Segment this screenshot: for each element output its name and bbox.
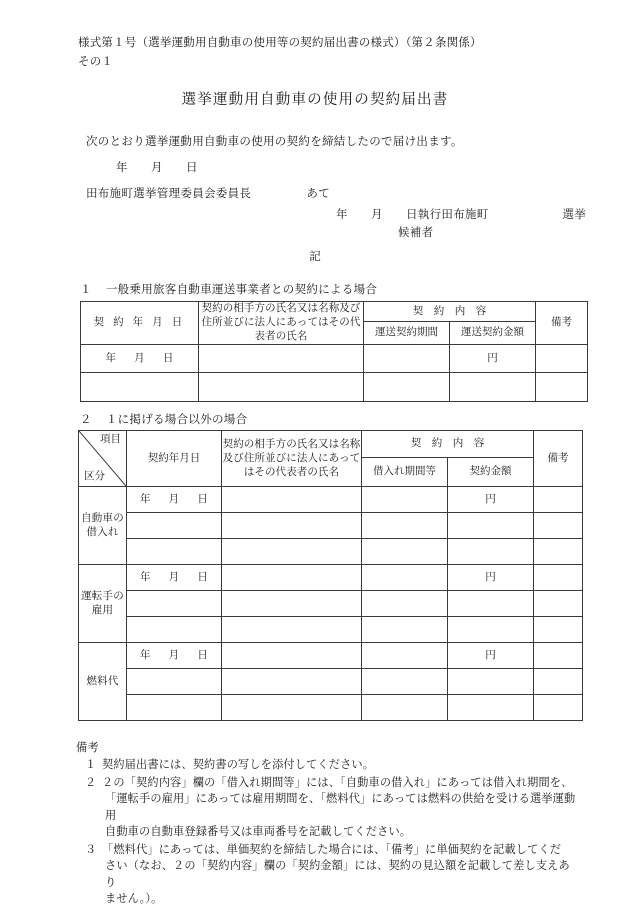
cell-borrow-period[interactable] (362, 669, 448, 695)
cell-remarks[interactable] (534, 591, 583, 617)
table-row (79, 591, 583, 617)
addressee-suffix: あて (306, 188, 330, 200)
cell-remarks[interactable] (534, 695, 583, 721)
table-row (79, 487, 583, 513)
table-row (79, 513, 583, 539)
table-row (79, 695, 583, 721)
remark-line: ２の「契約内容」欄の「借入れ期間等」には、「自動車の借入れ」にあっては借入れ期間を、 (102, 776, 573, 789)
section2-number: ２ (80, 414, 92, 426)
cell-contract-date[interactable] (127, 487, 222, 513)
th-contract-date: 契約年月日 (127, 431, 222, 487)
th-category-label: 区分 (84, 471, 105, 482)
th-counterparty: 契約の相手方の氏名又は名称及び住所並びに法人にあってはその代表者の氏名 (222, 431, 362, 487)
remarks-title: 備考 (76, 742, 99, 754)
cell-remarks[interactable] (534, 539, 583, 565)
cell-counterparty[interactable] (222, 487, 362, 513)
cell-counterparty[interactable] (222, 591, 362, 617)
cell-remarks[interactable] (534, 617, 583, 643)
remarks-section (76, 739, 581, 908)
cell-contract-date[interactable] (127, 669, 222, 695)
remark-body (102, 775, 581, 841)
exec-year-label: 年 (336, 209, 348, 221)
th-contract-amount: 契約金額 (448, 458, 534, 487)
form-number: 様式第１号（選挙運動用自動車の使用等の契約届出書の様式）（第２条関係） (78, 37, 482, 49)
cell-counterparty[interactable] (222, 669, 362, 695)
section1-caption (80, 281, 377, 297)
cell-contract-amount[interactable] (448, 669, 534, 695)
cell-transport-amount[interactable] (450, 373, 536, 402)
cell-contract-date[interactable] (81, 345, 199, 373)
submission-date-line (116, 159, 198, 175)
cell-contract-date[interactable] (127, 643, 222, 669)
exec-day-town-label: 日執行田布施町 (406, 209, 489, 221)
cell-transport-period[interactable] (364, 345, 450, 373)
cell-borrow-period[interactable] (362, 695, 448, 721)
row-year-label: 年 (139, 571, 151, 583)
cell-counterparty[interactable] (199, 373, 364, 402)
table-row (79, 643, 583, 669)
row-month-label: 月 (134, 352, 145, 364)
remark-line: 「運転手の雇用」にあっては雇用期間を、「燃料代」にあっては燃料の供給を受ける選挙運動用 (105, 793, 576, 822)
cell-borrow-period[interactable] (362, 643, 448, 669)
section2-caption (80, 411, 247, 427)
cell-remarks[interactable] (536, 373, 588, 402)
cell-counterparty[interactable] (222, 643, 362, 669)
table-row (79, 431, 583, 458)
cell-contract-amount[interactable] (448, 539, 534, 565)
ki-marker: 記 (309, 251, 321, 263)
th-counterparty: 契約の相手方の氏名又は名称及び住所並びに法人にあってはその代表者の氏名 (199, 302, 364, 345)
row-day-label: 日 (197, 649, 209, 661)
list-item (76, 775, 581, 841)
row-day-label: 日 (162, 352, 174, 364)
cell-borrow-period[interactable] (362, 539, 448, 565)
form-subnumber: その１ (78, 56, 114, 68)
row-label-vehicle-rental: 自動車の借入れ (79, 487, 127, 565)
date-year-label: 年 (116, 162, 128, 174)
row-year-label: 年 (139, 493, 151, 505)
table-row (79, 565, 583, 591)
remark-line: 契約届出書には、契約書の写しを添付してください。 (102, 759, 375, 771)
exec-month-label: 月 (371, 209, 383, 221)
list-item (76, 842, 581, 908)
row-label-driver-employment: 運転手の雇用 (79, 565, 127, 643)
cell-contract-date[interactable] (127, 513, 222, 539)
section1-number: １ (80, 284, 92, 296)
election-execution-line (336, 206, 586, 222)
th-transport-period: 運送契約期間 (364, 322, 450, 345)
cell-transport-period[interactable] (364, 373, 450, 402)
cell-transport-amount[interactable]: 円 (450, 345, 536, 373)
page-title: 選挙運動用自動車の使用の契約届出書 (181, 92, 449, 108)
row-label-fuel-cost: 燃料代 (79, 643, 127, 721)
cell-contract-amount[interactable]: 円 (448, 487, 534, 513)
th-contract-date: 契 約 年 月 日 (81, 302, 199, 345)
remark-line: 「燃料代」にあっては、単価契約を締結した場合には、「備考」に単価契約を記載してくだ (102, 843, 562, 856)
row-day-label: 日 (197, 493, 209, 505)
cell-remarks[interactable] (534, 487, 583, 513)
remark-number: １ (85, 759, 97, 771)
cell-counterparty[interactable] (222, 565, 362, 591)
date-day-label: 日 (186, 162, 198, 174)
addressee-line (86, 185, 330, 201)
cell-remarks[interactable] (534, 669, 583, 695)
cell-contract-date[interactable] (127, 591, 222, 617)
th-contract-content: 契 約 内 容 (362, 431, 534, 458)
cell-contract-amount[interactable]: 円 (448, 565, 534, 591)
remark-line: 自動車の自動車登録番号又は車両番号を記載してください。 (105, 826, 412, 838)
row-day-label: 日 (197, 571, 209, 583)
addressee-name: 田布施町選挙管理委員会委員長 (86, 188, 252, 200)
th-remarks: 備考 (534, 431, 583, 487)
th-item-label: 項目 (100, 434, 121, 445)
cell-contract-amount[interactable] (448, 617, 534, 643)
row-year-label: 年 (139, 649, 151, 661)
row-year-label: 年 (105, 352, 117, 364)
row-month-label: 月 (168, 649, 180, 661)
remark-number: ３ (85, 843, 97, 856)
row-month-label: 月 (168, 493, 180, 505)
cell-contract-amount[interactable] (448, 513, 534, 539)
cell-borrow-period[interactable] (362, 565, 448, 591)
table-row (81, 302, 588, 322)
cell-counterparty[interactable] (222, 539, 362, 565)
cell-counterparty[interactable] (222, 513, 362, 539)
cell-contract-amount[interactable]: 円 (448, 643, 534, 669)
row-month-label: 月 (168, 571, 180, 583)
cell-remarks[interactable] (534, 565, 583, 591)
remark-line: ません。）。 (105, 893, 163, 905)
cell-contract-date[interactable] (127, 539, 222, 565)
th-transport-amount: 運送契約金額 (450, 322, 536, 345)
th-contract-content: 契 約 内 容 (364, 302, 536, 322)
cell-remarks[interactable] (536, 345, 588, 373)
cell-borrow-period[interactable] (362, 513, 448, 539)
table-row (81, 373, 588, 402)
lead-sentence: 次のとおり選挙運動用自動車の使用の契約を締結したので届け出ます。 (86, 136, 463, 148)
cell-borrow-period[interactable] (362, 617, 448, 643)
cell-borrow-period[interactable] (362, 487, 448, 513)
cell-contract-date[interactable] (127, 565, 222, 591)
remark-body (102, 757, 581, 774)
cell-counterparty[interactable] (222, 617, 362, 643)
cell-contract-amount[interactable] (448, 591, 534, 617)
table-row (79, 539, 583, 565)
election-label: 選挙 (562, 209, 586, 221)
cell-contract-date[interactable] (81, 373, 199, 402)
list-item (76, 757, 581, 774)
section2-table (78, 430, 583, 721)
th-remarks: 備考 (536, 302, 588, 345)
remark-body (102, 842, 581, 908)
table-row (79, 617, 583, 643)
section1-caption-text: 一般乗用旅客自動車運送事業者との契約による場合 (105, 284, 378, 296)
th-item-category-corner (79, 431, 127, 487)
cell-remarks[interactable] (534, 513, 583, 539)
cell-contract-date[interactable] (127, 617, 222, 643)
cell-contract-amount[interactable] (448, 695, 534, 721)
table-row (79, 669, 583, 695)
section2-caption-text: １に掲げる場合以外の場合 (105, 414, 248, 426)
cell-counterparty[interactable] (199, 345, 364, 373)
cell-borrow-period[interactable] (362, 591, 448, 617)
cell-counterparty[interactable] (222, 695, 362, 721)
cell-contract-date[interactable] (127, 695, 222, 721)
section1-table (80, 301, 588, 402)
candidate-label: 候補者 (398, 227, 434, 239)
date-month-label: 月 (151, 162, 163, 174)
th-borrow-period: 借入れ期間等 (362, 458, 448, 487)
cell-remarks[interactable] (534, 643, 583, 669)
remark-line: さい（なお、２の「契約内容」欄の「契約金額」には、契約の見込額を記載して差し支えあり (105, 860, 570, 889)
remark-number: ２ (85, 776, 97, 789)
table-row (81, 345, 588, 373)
